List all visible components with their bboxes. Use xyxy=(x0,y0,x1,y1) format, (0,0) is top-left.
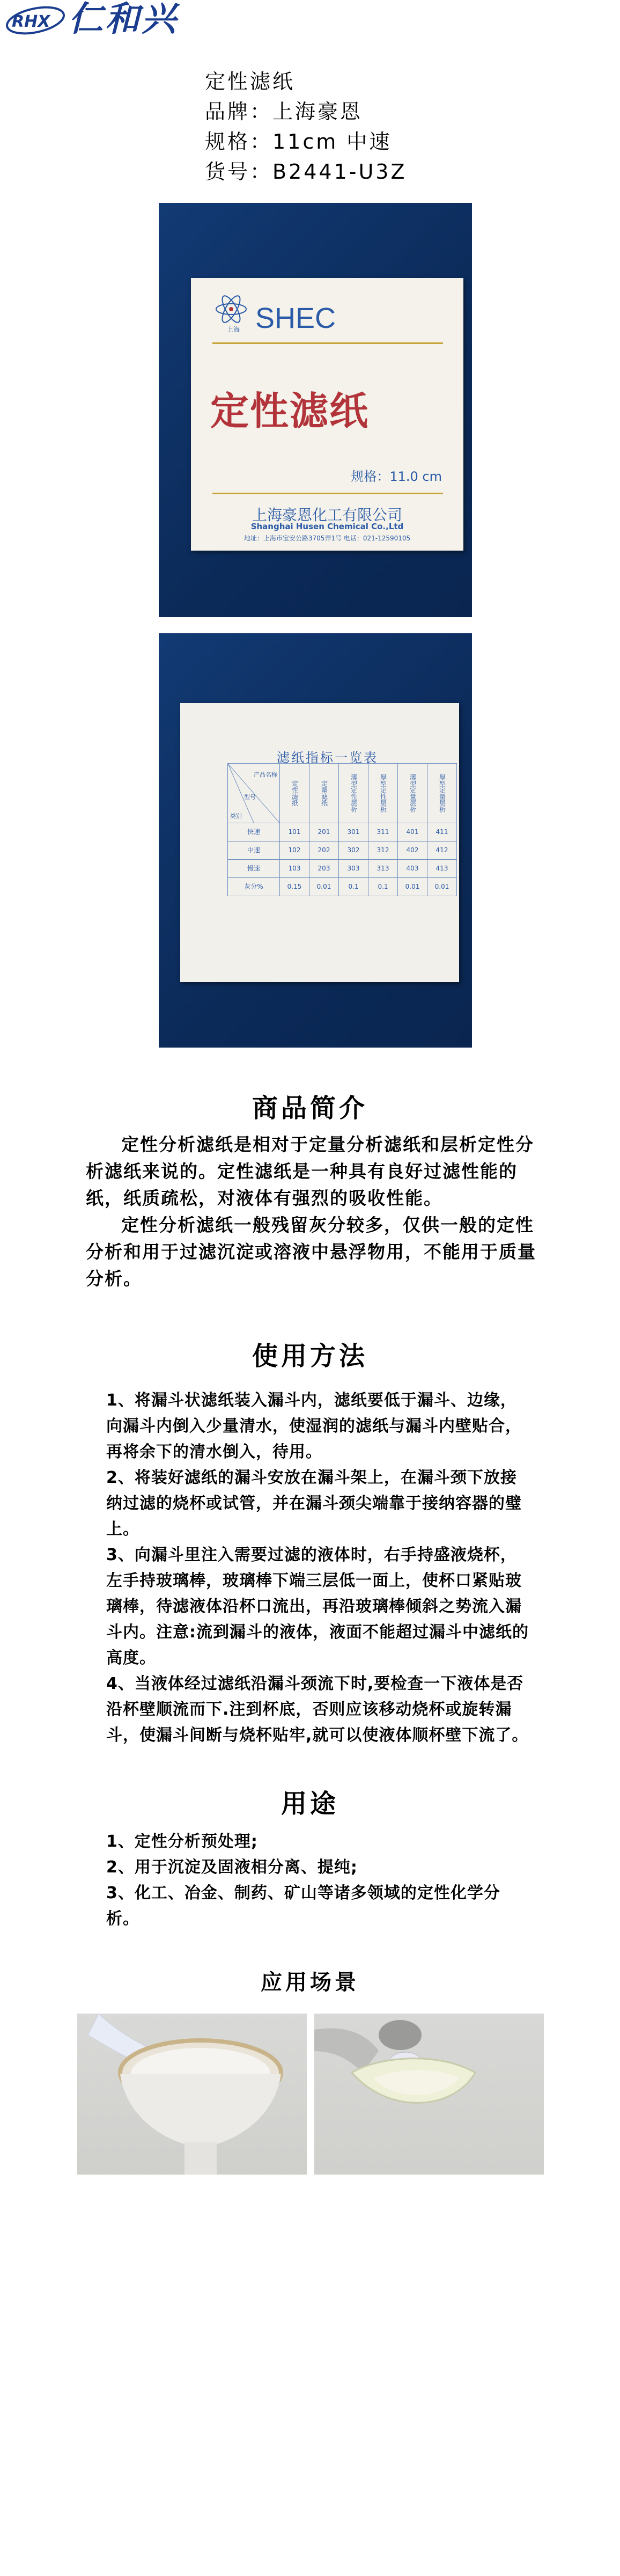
table-row xyxy=(228,764,457,823)
filtering-illustration xyxy=(314,2014,544,2175)
package-front xyxy=(191,278,463,551)
corner-label: 类别 xyxy=(230,813,242,819)
table-cell: 0.01 xyxy=(309,878,339,896)
package-brand: SHEC xyxy=(255,302,336,334)
table-header: 定量滤纸 xyxy=(309,764,339,823)
product-brand: 品牌：上海豪恩 xyxy=(205,100,363,123)
spec-table-title: 滤纸指标一览表 xyxy=(277,750,378,765)
table-corner xyxy=(228,764,280,823)
store-logo[interactable] xyxy=(0,0,209,39)
product-photo-front xyxy=(159,203,472,617)
table-row-label: 中速 xyxy=(228,841,280,860)
table-cell: 303 xyxy=(339,860,368,878)
table-cell: 0.01 xyxy=(398,878,427,896)
table-row xyxy=(228,878,457,896)
package-company: 上海豪恩化工有限公司 xyxy=(252,506,402,524)
atom-logo-icon xyxy=(212,291,250,334)
intro-text xyxy=(86,1131,540,1292)
package-back xyxy=(180,703,459,982)
uses-item: 3、化工、冶金、制药、矿山等诸多领域的定性化学分析。 xyxy=(106,1884,500,1928)
product-sku: 货号：B2441-U3Z xyxy=(205,160,407,184)
package-address: 地址：上海市宝安公路3705弄1号 电话：021-12590105 xyxy=(243,535,411,542)
uses-item: 1、定性分析预处理; xyxy=(106,1832,258,1851)
scene-photo-filtering xyxy=(314,2014,544,2175)
uses-title: 用途 xyxy=(281,1789,339,1819)
product-name: 定性滤纸 xyxy=(205,70,296,93)
usage-step: 3、向漏斗里注入需要过滤的液体时，右手持盛液烧杯，左手持玻璃棒，玻璃棒下端三层低一面上，使杯口紧贴玻璃棒，待滤液体沿杯口流出，再沿玻璃棒倾斜之势流入漏斗内。注意:流到漏斗的液体，液面不能超过漏斗中滤纸的高度。 xyxy=(106,1546,529,1667)
usage-step: 1、将漏斗状滤纸装入漏斗内，滤纸要低于漏斗、边缘，向漏斗内倒入少量清水，使湿润的滤纸与漏斗内壁贴合，再将余下的清水倒入，待用。 xyxy=(106,1391,522,1461)
package-divider xyxy=(212,493,443,494)
table-cell: 411 xyxy=(427,823,457,841)
usage-step: 4、当液体经过滤纸沿漏斗颈流下时,要检查一下液体是否沿杯壁顺流而下.注到杯底，否则应该移动烧杯或旋转漏斗，使漏斗间断与烧杯贴牢,就可以使液体顺杯壁下流了。 xyxy=(106,1674,529,1745)
table-row-label: 快速 xyxy=(228,823,280,841)
spec-table xyxy=(227,763,457,896)
usage-steps xyxy=(106,1388,530,1748)
funnel-illustration xyxy=(77,2014,307,2175)
table-cell: 402 xyxy=(398,841,427,860)
package-spec: 规格：11.0 cm xyxy=(351,469,442,484)
table-cell: 401 xyxy=(398,823,427,841)
table-cell: 103 xyxy=(280,860,309,878)
usage-step: 2、将装好滤纸的漏斗安放在漏斗架上，在漏斗颈下放接纳过滤的烧杯或试管，并在漏斗颈尖端靠于接纳容器的璧上。 xyxy=(106,1468,522,1539)
package-divider xyxy=(212,342,443,344)
scenes-title: 应用场景 xyxy=(261,1970,359,1995)
intro-paragraph: 定性分析滤纸一般残留灰分较多，仅供一般的定性分析和用于过滤沉淀或溶液中悬浮物用，不能用于质量分析。 xyxy=(86,1214,536,1289)
table-header: 薄型定量层析 xyxy=(398,764,427,823)
scene-photo-funnel xyxy=(77,2014,307,2175)
table-cell: 203 xyxy=(309,860,339,878)
corner-label: 型号 xyxy=(244,794,256,801)
table-cell: 0.01 xyxy=(427,878,457,896)
package-company-en: Shanghai Husen Chemical Co.,Ltd xyxy=(250,522,404,531)
table-cell: 202 xyxy=(309,841,339,860)
intro-title: 商品简介 xyxy=(252,1093,368,1123)
table-cell: 301 xyxy=(339,823,368,841)
table-row xyxy=(228,860,457,878)
table-header: 厚型定性层析 xyxy=(368,764,398,823)
table-row-label: 灰分% xyxy=(228,878,280,896)
table-cell: 101 xyxy=(280,823,309,841)
table-row xyxy=(228,841,457,860)
product-info xyxy=(205,67,505,187)
table-cell: 0.1 xyxy=(368,878,398,896)
uses-list xyxy=(106,1829,530,1932)
table-header: 厚型定量层析 xyxy=(427,764,457,823)
intro-paragraph: 定性分析滤纸是相对于定量分析滤纸和层析定性分析滤纸来说的。定性滤纸是一种具有良好过滤性能的纸，纸质疏松，对液体有强烈的吸收性能。 xyxy=(86,1134,534,1209)
table-cell: 302 xyxy=(339,841,368,860)
table-cell: 311 xyxy=(368,823,398,841)
table-header: 薄型定性层析 xyxy=(339,764,368,823)
table-cell: 0.1 xyxy=(339,878,368,896)
product-photo-back xyxy=(159,633,472,1048)
table-cell: 312 xyxy=(368,841,398,860)
table-cell: 313 xyxy=(368,860,398,878)
logo-mark-icon xyxy=(4,3,69,36)
table-cell: 0.15 xyxy=(280,878,309,896)
table-cell: 413 xyxy=(427,860,457,878)
table-row-label: 慢速 xyxy=(228,860,280,878)
atom-logo-caption: 上海 xyxy=(227,326,240,333)
table-header: 定性滤纸 xyxy=(280,764,309,823)
table-cell: 102 xyxy=(280,841,309,860)
table-cell: 412 xyxy=(427,841,457,860)
logo-text: 仁和兴 xyxy=(69,0,178,39)
uses-item: 2、用于沉淀及固液相分离、提纯; xyxy=(106,1858,358,1877)
package-title: 定性滤纸 xyxy=(210,388,370,434)
usage-title: 使用方法 xyxy=(252,1341,368,1371)
logo-mark-text: RHX xyxy=(12,12,50,31)
table-row xyxy=(228,823,457,841)
product-spec: 规格：11cm 中速 xyxy=(205,130,392,153)
corner-label: 产品名称 xyxy=(254,771,277,778)
table-cell: 201 xyxy=(309,823,339,841)
table-cell: 403 xyxy=(398,860,427,878)
